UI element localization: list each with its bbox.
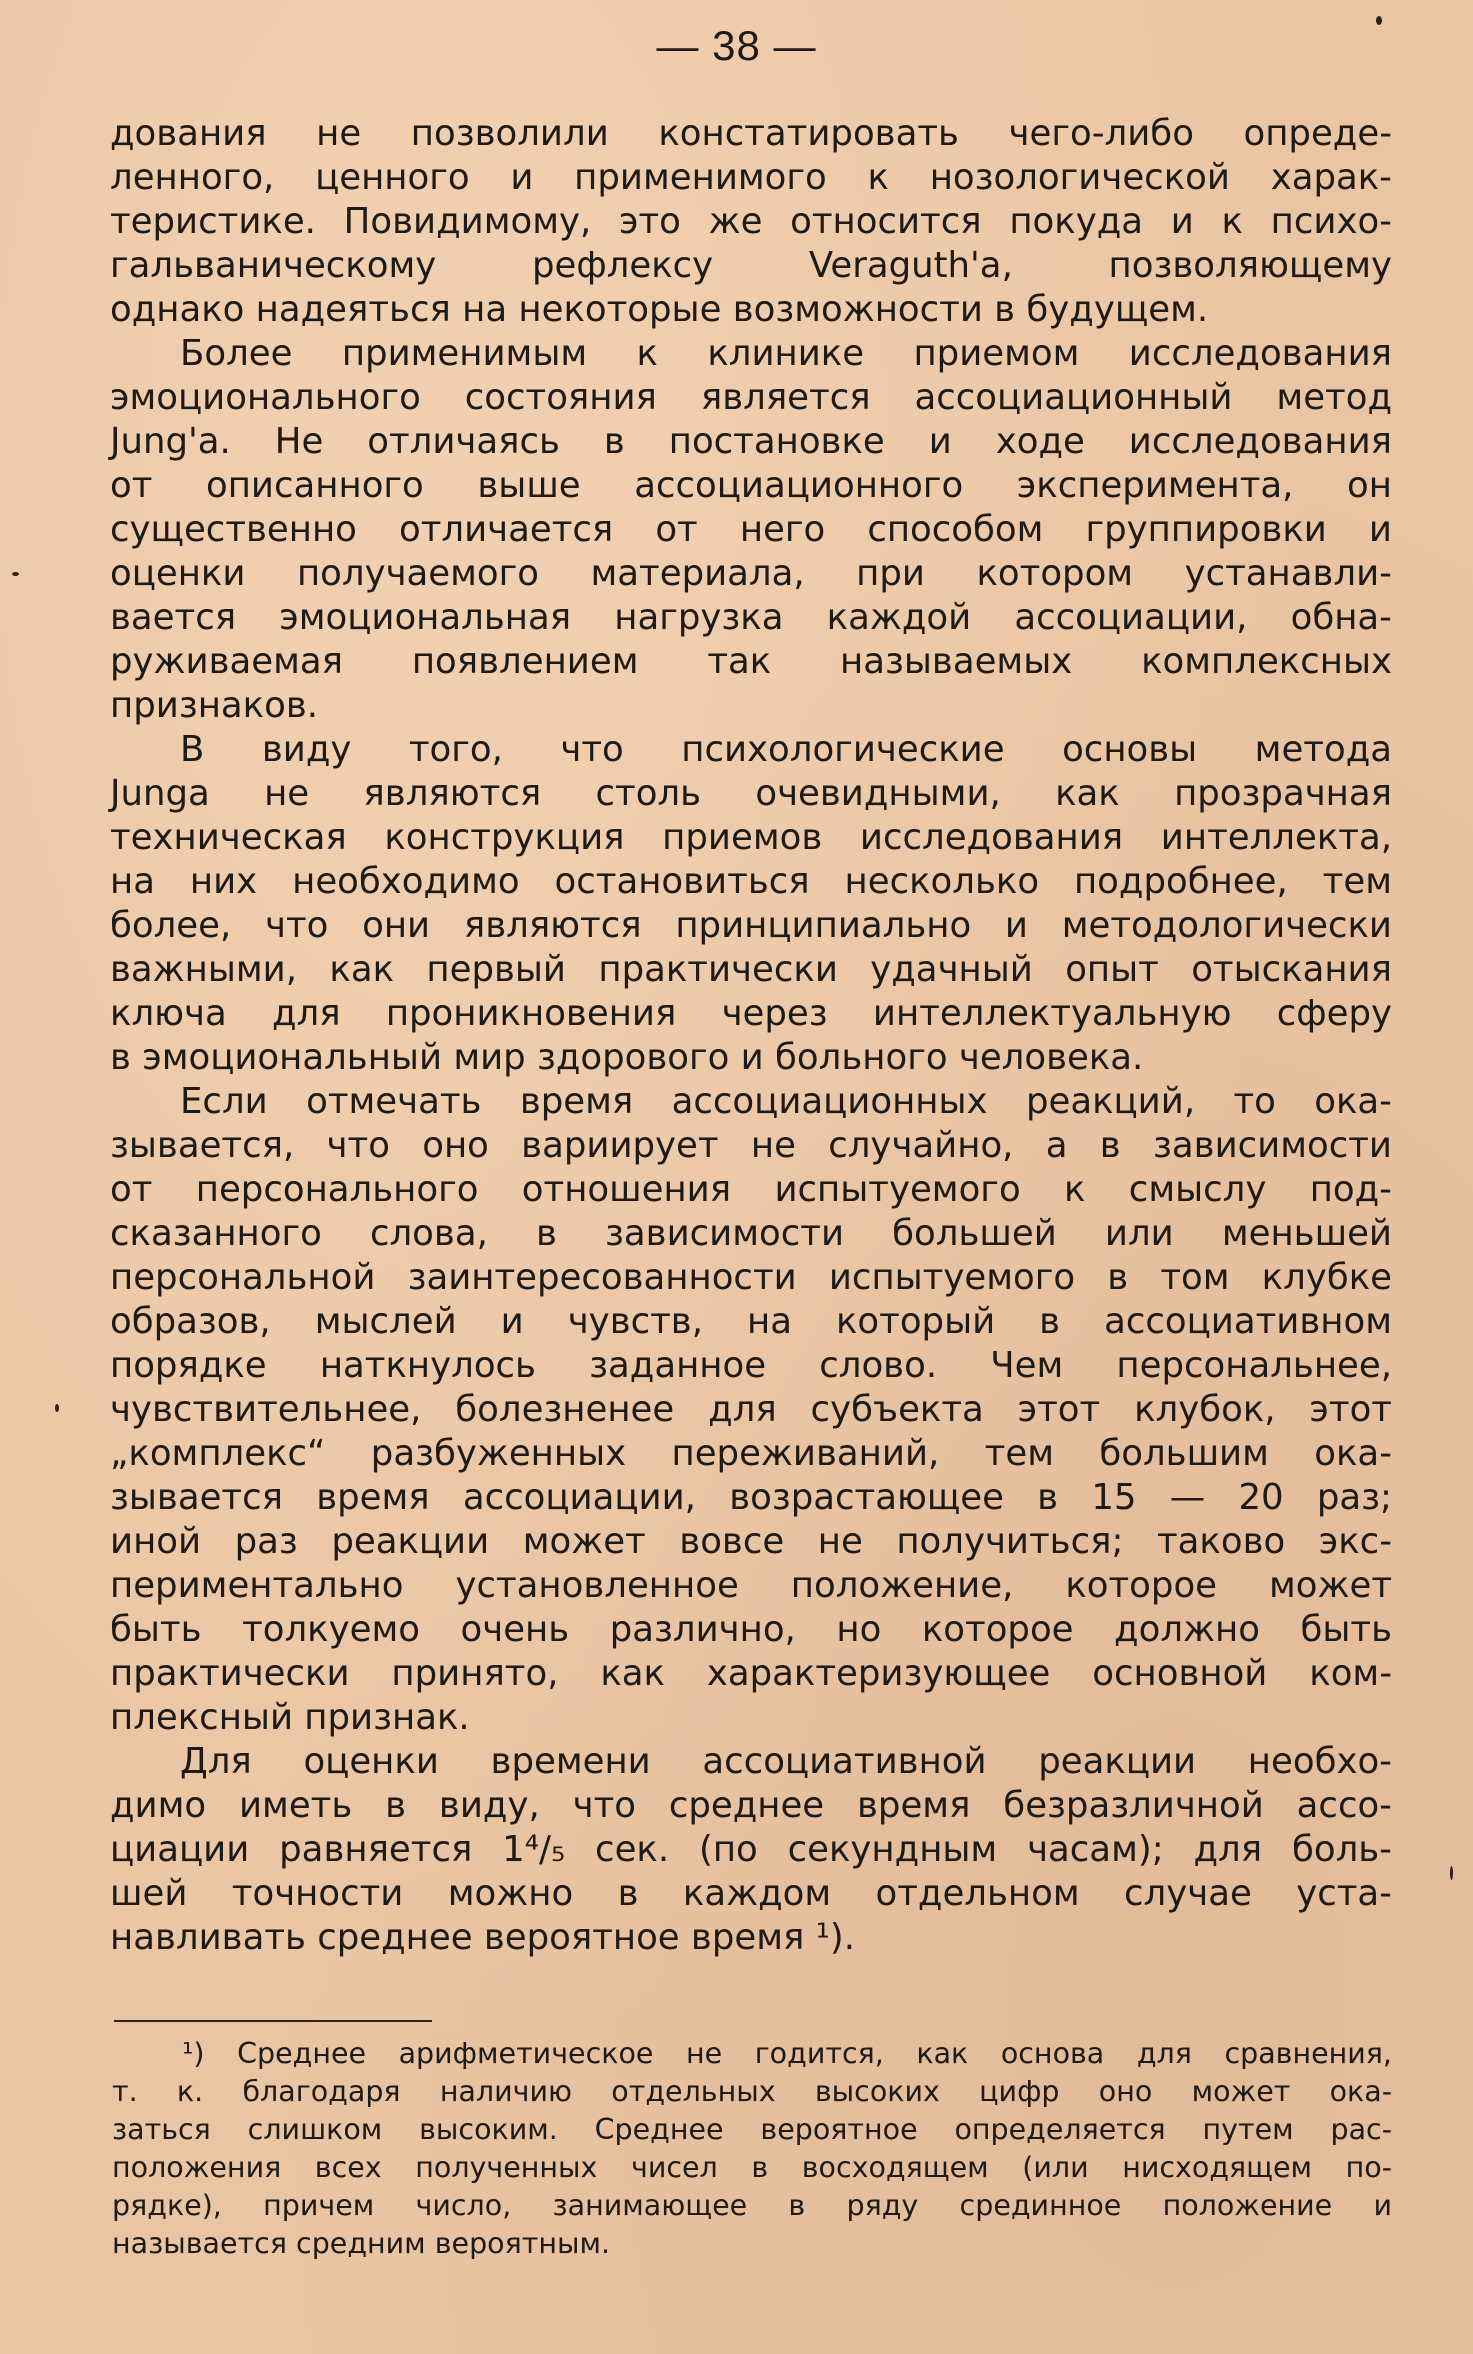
text-line: порядке наткнулось заданное слово. Чем персональнее, [110,1345,1392,1386]
text-line: Jung'а. Не отличаясь в постановке и ходе исследования [110,421,1392,462]
text-line: признаков. [110,685,319,726]
text-line: шей точности можно в каждом отдельном случае уста- [110,1873,1392,1914]
text-line: навливать среднее вероятное время ¹). [110,1917,856,1958]
text-line: эмоционального состояния является ассоциационный метод [110,377,1392,418]
footnote [112,2035,1392,2263]
footnote-line: называется средним вероятным. [112,2227,611,2260]
text-line: ленного, ценного и применимого к нозологической харак- [110,157,1392,198]
text-line: теристике. Повидимому, это же относится покуда и к психо- [110,201,1392,242]
text-line: чувствительнее, болезненее для субъекта этот клубок, этот [110,1389,1392,1430]
footnote-line: ¹) Среднее арифметическое не годится, как основа для сравнения, [182,2037,1392,2070]
text-line: Для оценки времени ассоциативной реакции необхо- [180,1741,1392,1782]
text-line: однако надеяться на некоторые возможности в будущем. [110,289,1209,330]
text-line: от персонального отношения испытуемого к смыслу под- [110,1169,1392,1210]
paragraph-4 [110,1080,1392,1740]
text-line: иной раз реакции может вовсе не получиться; таково экс- [110,1521,1392,1562]
text-line: практически принято, как характеризующее основной ком- [110,1653,1392,1694]
text-line: вается эмоциональная нагрузка каждой ассоциации, обна- [110,597,1392,638]
paragraph-1 [110,112,1392,332]
text-line: гальваническому рефлексу Veraguth'а, позволяющему [110,245,1392,286]
text-line: В виду того, что психологические основы метода [180,729,1392,770]
paragraph-5 [110,1740,1392,1960]
text-line: Более применимым к клинике приемом исследования [180,333,1392,374]
text-line: оценки получаемого материала, при котором устанавли- [110,553,1392,594]
text-line: от описанного выше ассоциационного эксперимента, он [110,465,1392,506]
text-line: сказанного слова, в зависимости большей или меньшей [110,1213,1392,1254]
text-line: быть толкуемо очень различно, но которое должно быть [110,1609,1392,1650]
text-line: персональной заинтересованности испытуемого в том клубке [110,1257,1392,1298]
text-line: Junga не являются столь очевидными, как прозрачная [110,773,1392,814]
body-text [110,112,1392,1960]
text-line: в эмоциональный мир здорового и больного человека. [110,1037,1144,1078]
page-number: — 38 — [656,22,817,69]
text-line: периментально установленное положение, которое может [110,1565,1392,1606]
text-line: техническая конструкция приемов исследования интеллекта, [110,817,1392,858]
footnote-line: т. к. благодаря наличию отдельных высоких цифр оно может ока- [112,2075,1392,2108]
footnote-divider [114,2020,432,2022]
footnote-line: положения всех полученных чисел в восходящем (или нисходящем по- [112,2151,1392,2184]
paper-speck [1450,1866,1453,1880]
text-line: ключа для проникновения через интеллектуальную сферу [110,993,1392,1034]
text-line: важными, как первый практически удачный опыт отыскания [110,949,1392,990]
text-line: зывается время ассоциации, возрастающее в 15 — 20 раз; [110,1477,1392,1518]
paper-speck [12,572,19,576]
text-line: димо иметь в виду, что среднее время безразличной ассо- [110,1785,1392,1826]
text-line: циации равняется 1⁴/₅ сек. (по секундным часам); для боль- [110,1829,1392,1870]
text-line: дования не позволили констатировать чего-либо опреде- [110,113,1392,154]
text-line: зывается, что оно вариирует не случайно, а в зависимости [110,1125,1392,1166]
text-line: более, что они являются принципиально и методологически [110,905,1392,946]
text-line: руживаемая появлением так называемых комплексных [110,641,1392,682]
text-line: образов, мыслей и чувств, на который в ассоциативном [110,1301,1392,1342]
footnote-line: рядке), причем число, занимающее в ряду срединное положение и [112,2189,1392,2222]
text-line: на них необходимо остановиться несколько подробнее, тем [110,861,1392,902]
paragraph-3 [110,728,1392,1080]
footnote-line: заться слишком высоким. Среднее вероятное определяется путем рас- [112,2113,1392,2146]
paper-speck [1376,16,1382,25]
paragraph-2 [110,332,1392,728]
text-line: плексный признак. [110,1697,470,1738]
paper-speck [55,1404,59,1412]
text-line: Если отмечать время ассоциационных реакций, то ока- [180,1081,1392,1122]
text-line: существенно отличается от него способом группировки и [110,509,1392,550]
text-line: „комплекс“ разбуженных переживаний, тем большим ока- [110,1433,1392,1474]
